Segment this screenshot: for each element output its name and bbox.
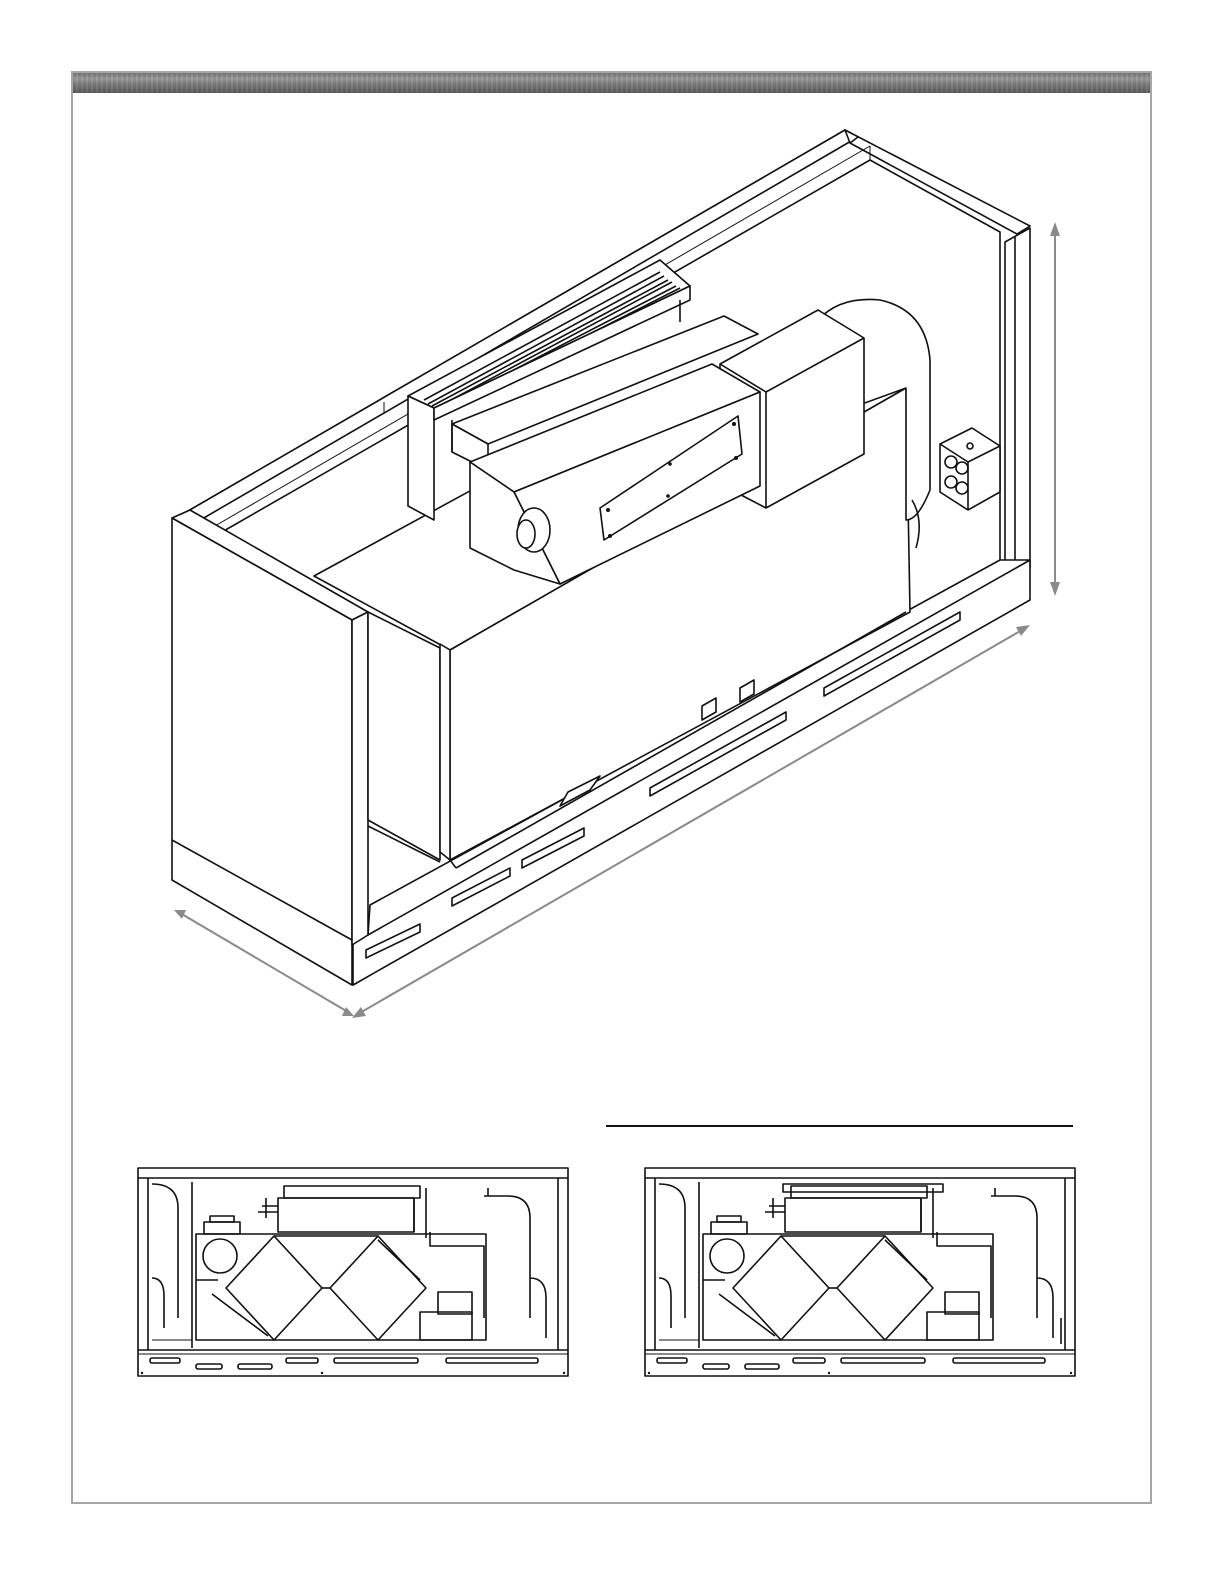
front-elevation-right	[645, 1168, 1075, 1376]
right-end-wall	[1005, 228, 1030, 580]
grille-plenum-left	[408, 396, 434, 520]
dimension-arrow-height	[1050, 222, 1060, 596]
duplex-receptacle	[940, 428, 1000, 510]
front-elevation-left	[138, 1168, 568, 1376]
isometric-cabinet-view	[172, 130, 1030, 985]
